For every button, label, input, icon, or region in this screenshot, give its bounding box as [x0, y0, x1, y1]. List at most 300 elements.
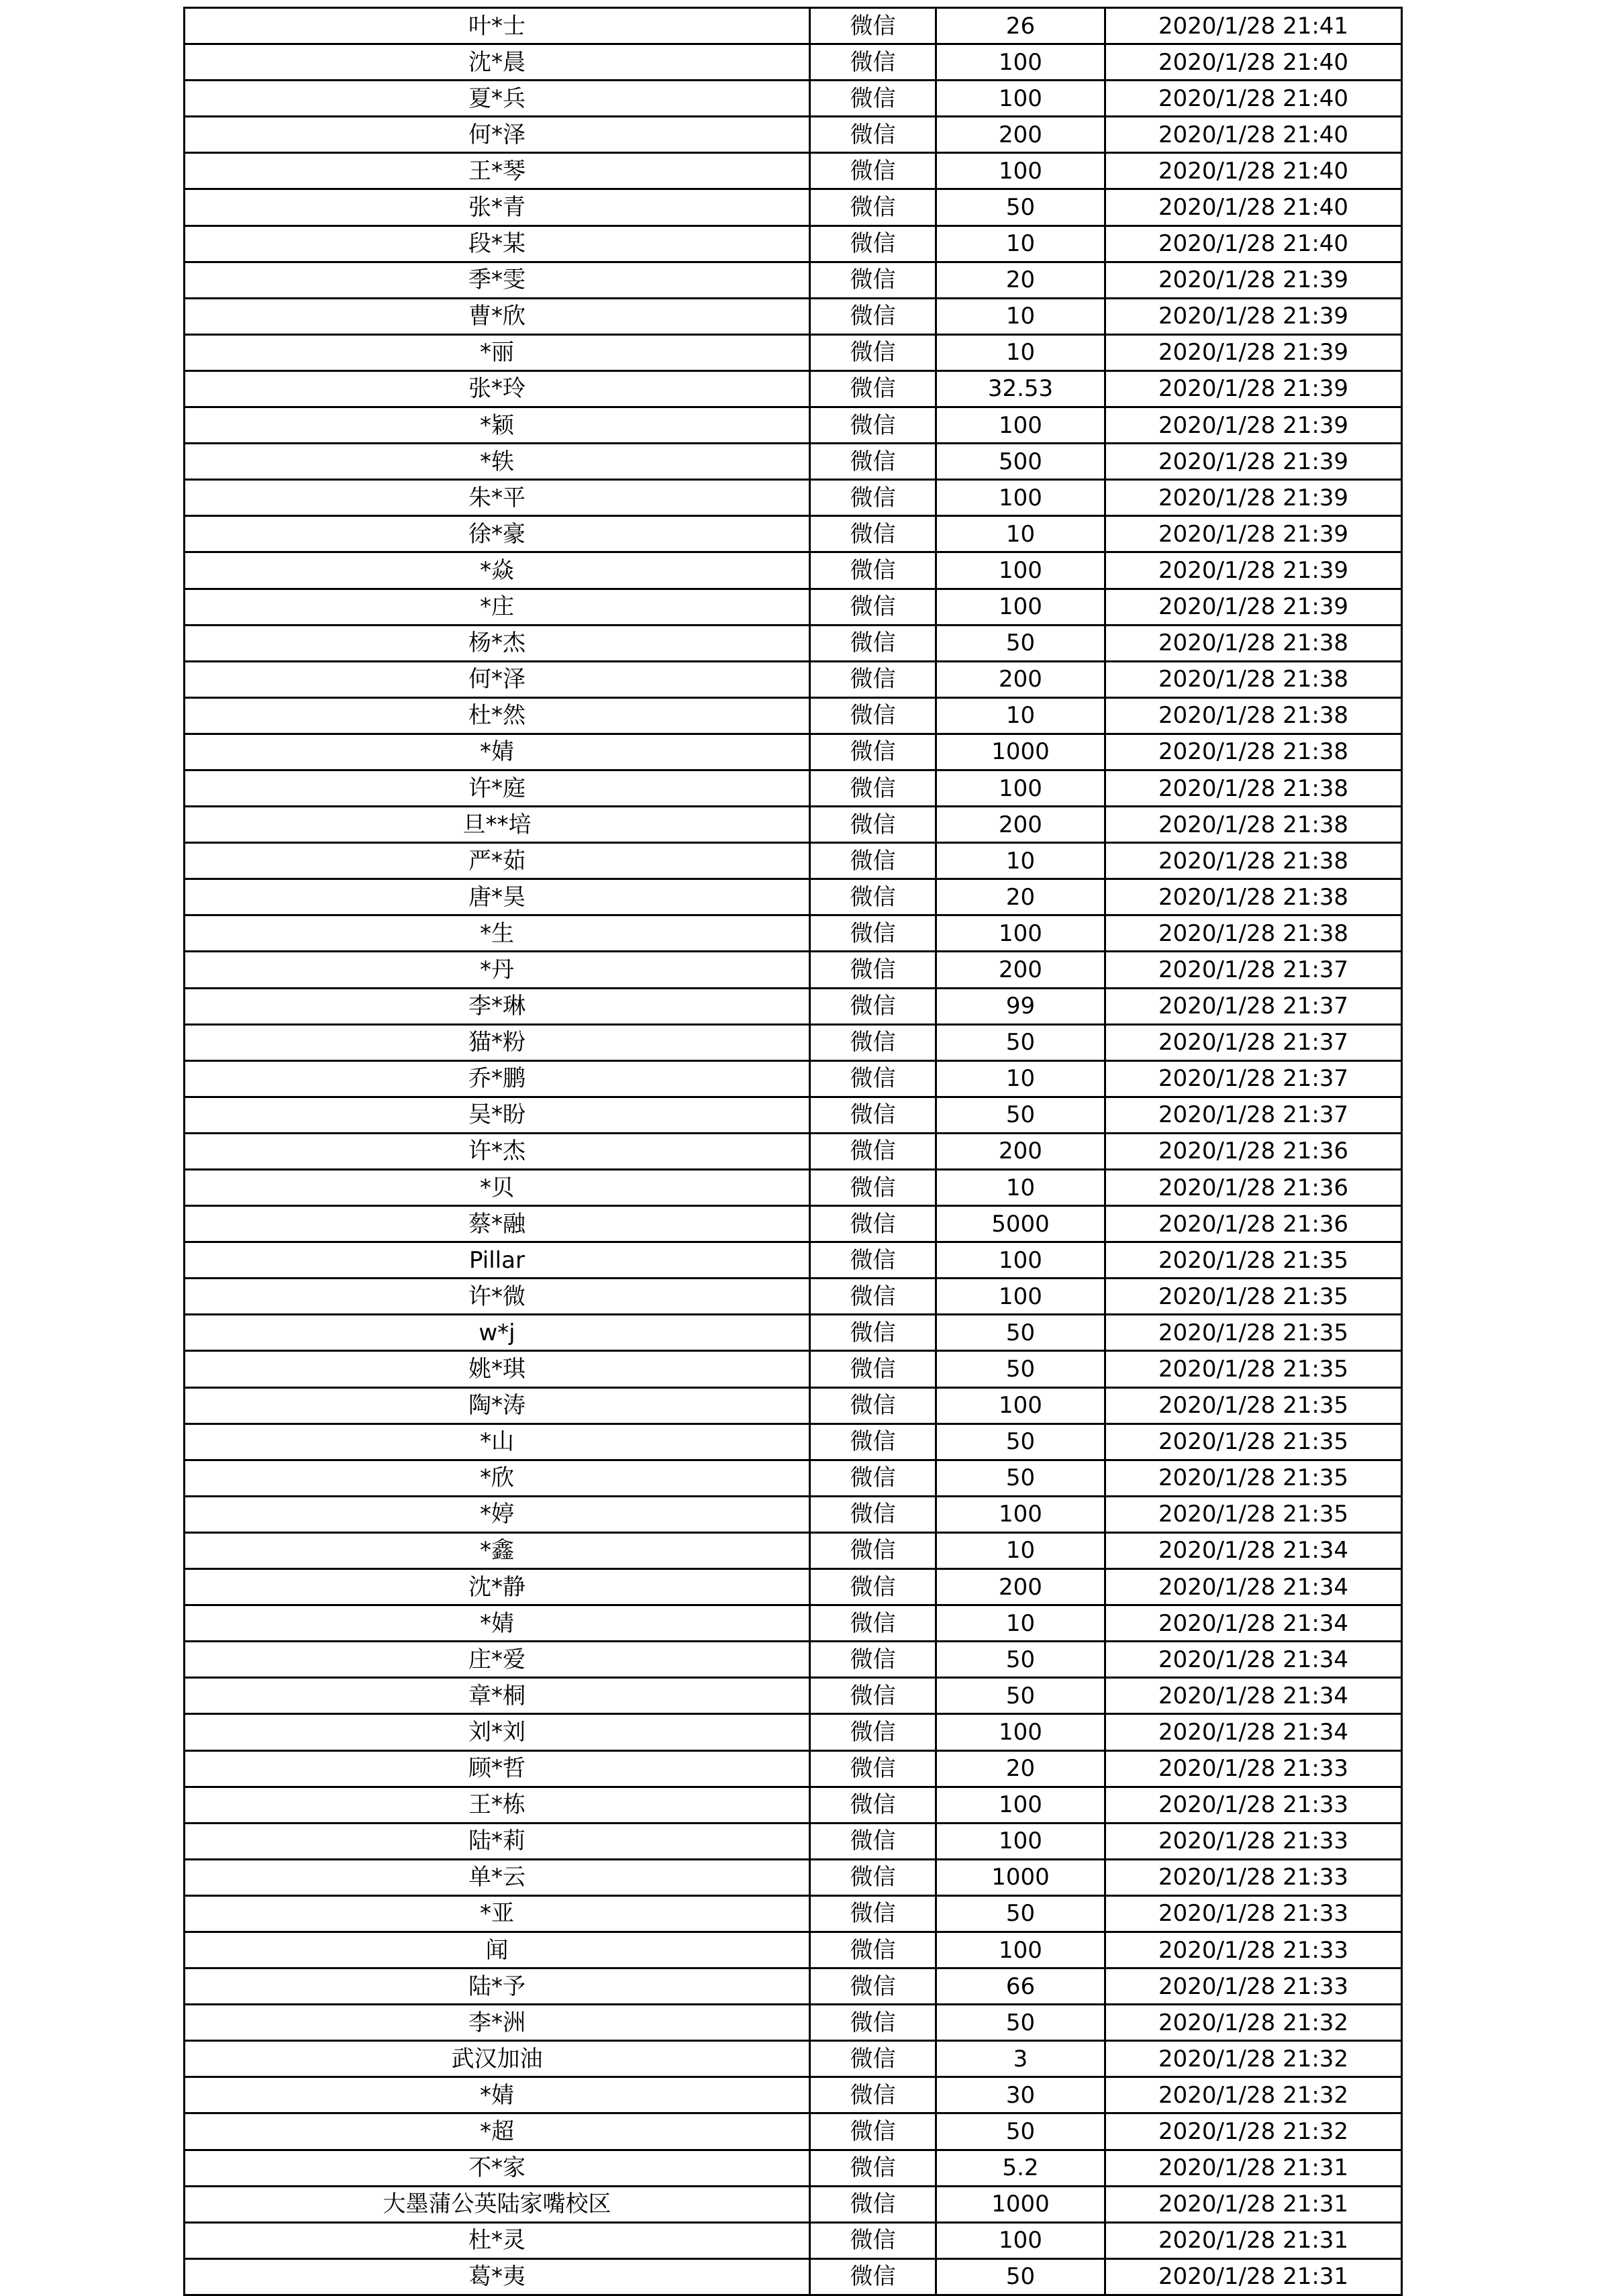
table-row [185, 1823, 1402, 1859]
donor-name-cell: 章*桐 [185, 1678, 810, 1714]
donor-name-cell: 许*微 [185, 1279, 810, 1315]
timestamp-cell: 2020/1/28 21:35 [1105, 1424, 1402, 1460]
payment-channel-cell: 微信 [810, 1750, 936, 1787]
donor-name-cell: 李*琳 [185, 988, 810, 1024]
timestamp-cell: 2020/1/28 21:39 [1105, 444, 1402, 480]
timestamp-cell: 2020/1/28 21:40 [1105, 44, 1402, 81]
table-row [185, 661, 1402, 697]
amount-cell: 50 [936, 1642, 1105, 1678]
timestamp-cell: 2020/1/28 21:35 [1105, 1496, 1402, 1532]
payment-channel-cell: 微信 [810, 117, 936, 153]
timestamp-cell: 2020/1/28 21:36 [1105, 1133, 1402, 1169]
timestamp-cell: 2020/1/28 21:37 [1105, 952, 1402, 988]
amount-cell: 50 [936, 625, 1105, 661]
timestamp-cell: 2020/1/28 21:35 [1105, 1351, 1402, 1387]
payment-channel-cell: 微信 [810, 589, 936, 625]
timestamp-cell: 2020/1/28 21:31 [1105, 2186, 1402, 2222]
timestamp-cell: 2020/1/28 21:31 [1105, 2258, 1402, 2295]
donor-name-cell: 杜*然 [185, 697, 810, 734]
timestamp-cell: 2020/1/28 21:39 [1105, 407, 1402, 444]
table-row [185, 44, 1402, 81]
donation-table-body [185, 8, 1402, 2295]
donor-name-cell: *贝 [185, 1170, 810, 1206]
table-row [185, 1315, 1402, 1351]
amount-cell: 10 [936, 1532, 1105, 1568]
amount-cell: 10 [936, 298, 1105, 334]
table-row [185, 1787, 1402, 1823]
timestamp-cell: 2020/1/28 21:35 [1105, 1242, 1402, 1279]
payment-channel-cell: 微信 [810, 988, 936, 1024]
timestamp-cell: 2020/1/28 21:39 [1105, 370, 1402, 407]
timestamp-cell: 2020/1/28 21:33 [1105, 1823, 1402, 1859]
donor-name-cell: *超 [185, 2113, 810, 2150]
amount-cell: 200 [936, 1133, 1105, 1169]
donor-name-cell: 张*玲 [185, 370, 810, 407]
table-row [185, 81, 1402, 117]
timestamp-cell: 2020/1/28 21:34 [1105, 1532, 1402, 1568]
amount-cell: 100 [936, 552, 1105, 589]
donor-name-cell: *婧 [185, 734, 810, 770]
amount-cell: 100 [936, 480, 1105, 516]
donor-name-cell: 沈*静 [185, 1569, 810, 1605]
timestamp-cell: 2020/1/28 21:40 [1105, 117, 1402, 153]
donor-name-cell: 猫*粉 [185, 1024, 810, 1060]
table-row [185, 625, 1402, 661]
donor-name-cell: 曹*欣 [185, 298, 810, 334]
table-row [185, 552, 1402, 589]
donor-name-cell: 严*茹 [185, 843, 810, 879]
timestamp-cell: 2020/1/28 21:34 [1105, 1569, 1402, 1605]
payment-channel-cell: 微信 [810, 1170, 936, 1206]
amount-cell: 30 [936, 2077, 1105, 2113]
timestamp-cell: 2020/1/28 21:38 [1105, 697, 1402, 734]
donor-name-cell: 王*栋 [185, 1787, 810, 1823]
donor-name-cell: 顾*哲 [185, 1750, 810, 1787]
table-row [185, 480, 1402, 516]
donor-name-cell: 单*云 [185, 1859, 810, 1895]
payment-channel-cell: 微信 [810, 1206, 936, 1242]
table-row [185, 334, 1402, 370]
amount-cell: 20 [936, 1750, 1105, 1787]
table-row [185, 807, 1402, 843]
table-row [185, 8, 1402, 44]
table-row [185, 952, 1402, 988]
table-row [185, 2150, 1402, 2186]
table-row [185, 226, 1402, 262]
donor-name-cell: *婧 [185, 1605, 810, 1642]
donor-name-cell: *丹 [185, 952, 810, 988]
amount-cell: 200 [936, 1569, 1105, 1605]
donor-name-cell: *婷 [185, 1496, 810, 1532]
donation-table [183, 7, 1403, 2296]
amount-cell: 200 [936, 807, 1105, 843]
table-row [185, 1170, 1402, 1206]
amount-cell: 5000 [936, 1206, 1105, 1242]
amount-cell: 100 [936, 1787, 1105, 1823]
table-row [185, 1569, 1402, 1605]
payment-channel-cell: 微信 [810, 1315, 936, 1351]
donor-name-cell: Pillar [185, 1242, 810, 1279]
timestamp-cell: 2020/1/28 21:36 [1105, 1206, 1402, 1242]
donor-name-cell: 杨*杰 [185, 625, 810, 661]
donor-name-cell: *焱 [185, 552, 810, 589]
donor-name-cell: *丽 [185, 334, 810, 370]
table-row [185, 2113, 1402, 2150]
table-row [185, 1605, 1402, 1642]
timestamp-cell: 2020/1/28 21:33 [1105, 1750, 1402, 1787]
donor-name-cell: 沈*晨 [185, 44, 810, 81]
payment-channel-cell: 微信 [810, 226, 936, 262]
payment-channel-cell: 微信 [810, 2150, 936, 2186]
donor-name-cell: *颖 [185, 407, 810, 444]
timestamp-cell: 2020/1/28 21:32 [1105, 2113, 1402, 2150]
payment-channel-cell: 微信 [810, 2041, 936, 2077]
amount-cell: 10 [936, 334, 1105, 370]
payment-channel-cell: 微信 [810, 1279, 936, 1315]
payment-channel-cell: 微信 [810, 370, 936, 407]
table-row [185, 189, 1402, 226]
timestamp-cell: 2020/1/28 21:34 [1105, 1642, 1402, 1678]
table-row [185, 262, 1402, 298]
amount-cell: 10 [936, 226, 1105, 262]
timestamp-cell: 2020/1/28 21:32 [1105, 2005, 1402, 2041]
amount-cell: 50 [936, 1460, 1105, 1496]
amount-cell: 50 [936, 1351, 1105, 1387]
timestamp-cell: 2020/1/28 21:39 [1105, 298, 1402, 334]
table-row [185, 1460, 1402, 1496]
payment-channel-cell: 微信 [810, 516, 936, 552]
payment-channel-cell: 微信 [810, 1242, 936, 1279]
timestamp-cell: 2020/1/28 21:37 [1105, 1060, 1402, 1097]
table-row [185, 117, 1402, 153]
amount-cell: 100 [936, 770, 1105, 806]
amount-cell: 50 [936, 1424, 1105, 1460]
timestamp-cell: 2020/1/28 21:38 [1105, 915, 1402, 952]
timestamp-cell: 2020/1/28 21:34 [1105, 1678, 1402, 1714]
amount-cell: 5.2 [936, 2150, 1105, 2186]
amount-cell: 100 [936, 153, 1105, 189]
table-row [185, 1932, 1402, 1968]
timestamp-cell: 2020/1/28 21:40 [1105, 226, 1402, 262]
table-row [185, 516, 1402, 552]
amount-cell: 1000 [936, 2186, 1105, 2222]
timestamp-cell: 2020/1/28 21:39 [1105, 589, 1402, 625]
donor-name-cell: 段*某 [185, 226, 810, 262]
payment-channel-cell: 微信 [810, 298, 936, 334]
donor-name-cell: 武汉加油 [185, 2041, 810, 2077]
donor-name-cell: 庄*爱 [185, 1642, 810, 1678]
timestamp-cell: 2020/1/28 21:37 [1105, 1024, 1402, 1060]
table-row [185, 1895, 1402, 1932]
timestamp-cell: 2020/1/28 21:31 [1105, 2222, 1402, 2258]
payment-channel-cell: 微信 [810, 189, 936, 226]
amount-cell: 100 [936, 589, 1105, 625]
timestamp-cell: 2020/1/28 21:32 [1105, 2077, 1402, 2113]
amount-cell: 200 [936, 117, 1105, 153]
timestamp-cell: 2020/1/28 21:39 [1105, 516, 1402, 552]
donor-name-cell: 王*琴 [185, 153, 810, 189]
amount-cell: 10 [936, 516, 1105, 552]
timestamp-cell: 2020/1/28 21:35 [1105, 1387, 1402, 1424]
table-row [185, 843, 1402, 879]
table-row [185, 915, 1402, 952]
timestamp-cell: 2020/1/28 21:39 [1105, 334, 1402, 370]
timestamp-cell: 2020/1/28 21:38 [1105, 807, 1402, 843]
payment-channel-cell: 微信 [810, 843, 936, 879]
payment-channel-cell: 微信 [810, 734, 936, 770]
timestamp-cell: 2020/1/28 21:38 [1105, 843, 1402, 879]
donor-name-cell: 旦**培 [185, 807, 810, 843]
timestamp-cell: 2020/1/28 21:35 [1105, 1460, 1402, 1496]
table-row [185, 298, 1402, 334]
table-row [185, 1279, 1402, 1315]
payment-channel-cell: 微信 [810, 661, 936, 697]
payment-channel-cell: 微信 [810, 879, 936, 915]
donor-name-cell: 杜*灵 [185, 2222, 810, 2258]
donor-name-cell: 唐*昊 [185, 879, 810, 915]
payment-channel-cell: 微信 [810, 770, 936, 806]
table-row [185, 2041, 1402, 2077]
timestamp-cell: 2020/1/28 21:35 [1105, 1279, 1402, 1315]
amount-cell: 100 [936, 1714, 1105, 1750]
amount-cell: 100 [936, 1496, 1105, 1532]
amount-cell: 200 [936, 952, 1105, 988]
amount-cell: 100 [936, 1387, 1105, 1424]
donor-name-cell: 叶*士 [185, 8, 810, 44]
payment-channel-cell: 微信 [810, 44, 936, 81]
amount-cell: 100 [936, 1242, 1105, 1279]
timestamp-cell: 2020/1/28 21:37 [1105, 1097, 1402, 1133]
donor-name-cell: w*j [185, 1315, 810, 1351]
table-row [185, 1859, 1402, 1895]
donor-name-cell: *庄 [185, 589, 810, 625]
timestamp-cell: 2020/1/28 21:40 [1105, 153, 1402, 189]
amount-cell: 10 [936, 1060, 1105, 1097]
payment-channel-cell: 微信 [810, 153, 936, 189]
table-row [185, 1024, 1402, 1060]
timestamp-cell: 2020/1/28 21:38 [1105, 879, 1402, 915]
payment-channel-cell: 微信 [810, 1460, 936, 1496]
donor-name-cell: *生 [185, 915, 810, 952]
amount-cell: 100 [936, 407, 1105, 444]
timestamp-cell: 2020/1/28 21:39 [1105, 262, 1402, 298]
table-row [185, 1678, 1402, 1714]
table-row [185, 1133, 1402, 1169]
table-row [185, 1242, 1402, 1279]
amount-cell: 50 [936, 189, 1105, 226]
payment-channel-cell: 微信 [810, 1496, 936, 1532]
payment-channel-cell: 微信 [810, 2258, 936, 2295]
amount-cell: 50 [936, 2258, 1105, 2295]
donor-name-cell: 何*泽 [185, 661, 810, 697]
donor-name-cell: 吴*盼 [185, 1097, 810, 1133]
donor-name-cell: 姚*琪 [185, 1351, 810, 1387]
amount-cell: 32.53 [936, 370, 1105, 407]
donor-name-cell: 乔*鹏 [185, 1060, 810, 1097]
payment-channel-cell: 微信 [810, 807, 936, 843]
donor-name-cell: 葛*夷 [185, 2258, 810, 2295]
payment-channel-cell: 微信 [810, 697, 936, 734]
amount-cell: 50 [936, 1895, 1105, 1932]
table-row [185, 988, 1402, 1024]
payment-channel-cell: 微信 [810, 2113, 936, 2150]
amount-cell: 10 [936, 1170, 1105, 1206]
donor-name-cell: 大墨蒲公英陆家嘴校区 [185, 2186, 810, 2222]
amount-cell: 100 [936, 1823, 1105, 1859]
donor-name-cell: 陶*涛 [185, 1387, 810, 1424]
table-row [185, 1206, 1402, 1242]
timestamp-cell: 2020/1/28 21:31 [1105, 2150, 1402, 2186]
amount-cell: 100 [936, 1932, 1105, 1968]
timestamp-cell: 2020/1/28 21:41 [1105, 8, 1402, 44]
donor-name-cell: 蔡*融 [185, 1206, 810, 1242]
payment-channel-cell: 微信 [810, 915, 936, 952]
payment-channel-cell: 微信 [810, 480, 936, 516]
timestamp-cell: 2020/1/28 21:38 [1105, 625, 1402, 661]
timestamp-cell: 2020/1/28 21:40 [1105, 189, 1402, 226]
timestamp-cell: 2020/1/28 21:32 [1105, 2041, 1402, 2077]
amount-cell: 50 [936, 1315, 1105, 1351]
payment-channel-cell: 微信 [810, 1532, 936, 1568]
donor-name-cell: 朱*平 [185, 480, 810, 516]
timestamp-cell: 2020/1/28 21:36 [1105, 1170, 1402, 1206]
donor-name-cell: *鑫 [185, 1532, 810, 1568]
donor-name-cell: 徐*豪 [185, 516, 810, 552]
table-row [185, 589, 1402, 625]
amount-cell: 26 [936, 8, 1105, 44]
timestamp-cell: 2020/1/28 21:39 [1105, 552, 1402, 589]
payment-channel-cell: 微信 [810, 407, 936, 444]
table-row [185, 1968, 1402, 2005]
payment-channel-cell: 微信 [810, 1823, 936, 1859]
payment-channel-cell: 微信 [810, 1968, 936, 2005]
donor-name-cell: 闻 [185, 1932, 810, 1968]
table-row [185, 879, 1402, 915]
amount-cell: 66 [936, 1968, 1105, 2005]
table-row [185, 2077, 1402, 2113]
payment-channel-cell: 微信 [810, 1133, 936, 1169]
payment-channel-cell: 微信 [810, 625, 936, 661]
amount-cell: 20 [936, 262, 1105, 298]
payment-channel-cell: 微信 [810, 1605, 936, 1642]
payment-channel-cell: 微信 [810, 1787, 936, 1823]
amount-cell: 100 [936, 81, 1105, 117]
donor-name-cell: *轶 [185, 444, 810, 480]
amount-cell: 100 [936, 2222, 1105, 2258]
donor-name-cell: 何*泽 [185, 117, 810, 153]
payment-channel-cell: 微信 [810, 1678, 936, 1714]
table-row [185, 2258, 1402, 2295]
payment-channel-cell: 微信 [810, 262, 936, 298]
payment-channel-cell: 微信 [810, 2005, 936, 2041]
payment-channel-cell: 微信 [810, 1097, 936, 1133]
timestamp-cell: 2020/1/28 21:34 [1105, 1714, 1402, 1750]
amount-cell: 99 [936, 988, 1105, 1024]
payment-channel-cell: 微信 [810, 1569, 936, 1605]
amount-cell: 1000 [936, 1859, 1105, 1895]
amount-cell: 200 [936, 661, 1105, 697]
timestamp-cell: 2020/1/28 21:33 [1105, 1859, 1402, 1895]
timestamp-cell: 2020/1/28 21:33 [1105, 1895, 1402, 1932]
timestamp-cell: 2020/1/28 21:33 [1105, 1968, 1402, 2005]
amount-cell: 20 [936, 879, 1105, 915]
timestamp-cell: 2020/1/28 21:40 [1105, 81, 1402, 117]
donor-name-cell: 刘*刘 [185, 1714, 810, 1750]
donor-name-cell: *欣 [185, 1460, 810, 1496]
donor-name-cell: 许*杰 [185, 1133, 810, 1169]
table-row [185, 697, 1402, 734]
payment-channel-cell: 微信 [810, 552, 936, 589]
donor-name-cell: 不*家 [185, 2150, 810, 2186]
payment-channel-cell: 微信 [810, 2186, 936, 2222]
table-row [185, 1532, 1402, 1568]
payment-channel-cell: 微信 [810, 444, 936, 480]
timestamp-cell: 2020/1/28 21:33 [1105, 1932, 1402, 1968]
timestamp-cell: 2020/1/28 21:33 [1105, 1787, 1402, 1823]
table-row [185, 1351, 1402, 1387]
timestamp-cell: 2020/1/28 21:38 [1105, 770, 1402, 806]
amount-cell: 100 [936, 44, 1105, 81]
payment-channel-cell: 微信 [810, 81, 936, 117]
table-row [185, 1496, 1402, 1532]
payment-channel-cell: 微信 [810, 1714, 936, 1750]
donor-name-cell: 张*青 [185, 189, 810, 226]
amount-cell: 10 [936, 843, 1105, 879]
amount-cell: 10 [936, 1605, 1105, 1642]
table-row [185, 734, 1402, 770]
payment-channel-cell: 微信 [810, 1895, 936, 1932]
amount-cell: 100 [936, 1279, 1105, 1315]
payment-channel-cell: 微信 [810, 1060, 936, 1097]
table-row [185, 1714, 1402, 1750]
donor-name-cell: 陆*予 [185, 1968, 810, 2005]
payment-channel-cell: 微信 [810, 1387, 936, 1424]
amount-cell: 1000 [936, 734, 1105, 770]
amount-cell: 50 [936, 1024, 1105, 1060]
table-row [185, 1097, 1402, 1133]
timestamp-cell: 2020/1/28 21:38 [1105, 661, 1402, 697]
payment-channel-cell: 微信 [810, 2077, 936, 2113]
payment-channel-cell: 微信 [810, 1859, 936, 1895]
amount-cell: 50 [936, 2113, 1105, 2150]
payment-channel-cell: 微信 [810, 334, 936, 370]
amount-cell: 500 [936, 444, 1105, 480]
donor-name-cell: 陆*莉 [185, 1823, 810, 1859]
timestamp-cell: 2020/1/28 21:37 [1105, 988, 1402, 1024]
table-row [185, 444, 1402, 480]
donor-name-cell: *山 [185, 1424, 810, 1460]
timestamp-cell: 2020/1/28 21:39 [1105, 480, 1402, 516]
table-row [185, 1424, 1402, 1460]
donor-name-cell: 夏*兵 [185, 81, 810, 117]
payment-channel-cell: 微信 [810, 1424, 936, 1460]
payment-channel-cell: 微信 [810, 1932, 936, 1968]
table-row [185, 2222, 1402, 2258]
payment-channel-cell: 微信 [810, 8, 936, 44]
donor-name-cell: *亚 [185, 1895, 810, 1932]
donor-name-cell: 季*雯 [185, 262, 810, 298]
table-row [185, 1642, 1402, 1678]
payment-channel-cell: 微信 [810, 1642, 936, 1678]
table-row [185, 1387, 1402, 1424]
amount-cell: 50 [936, 1097, 1105, 1133]
payment-channel-cell: 微信 [810, 2222, 936, 2258]
timestamp-cell: 2020/1/28 21:34 [1105, 1605, 1402, 1642]
timestamp-cell: 2020/1/28 21:35 [1105, 1315, 1402, 1351]
table-row [185, 370, 1402, 407]
donor-name-cell: *婧 [185, 2077, 810, 2113]
payment-channel-cell: 微信 [810, 1024, 936, 1060]
